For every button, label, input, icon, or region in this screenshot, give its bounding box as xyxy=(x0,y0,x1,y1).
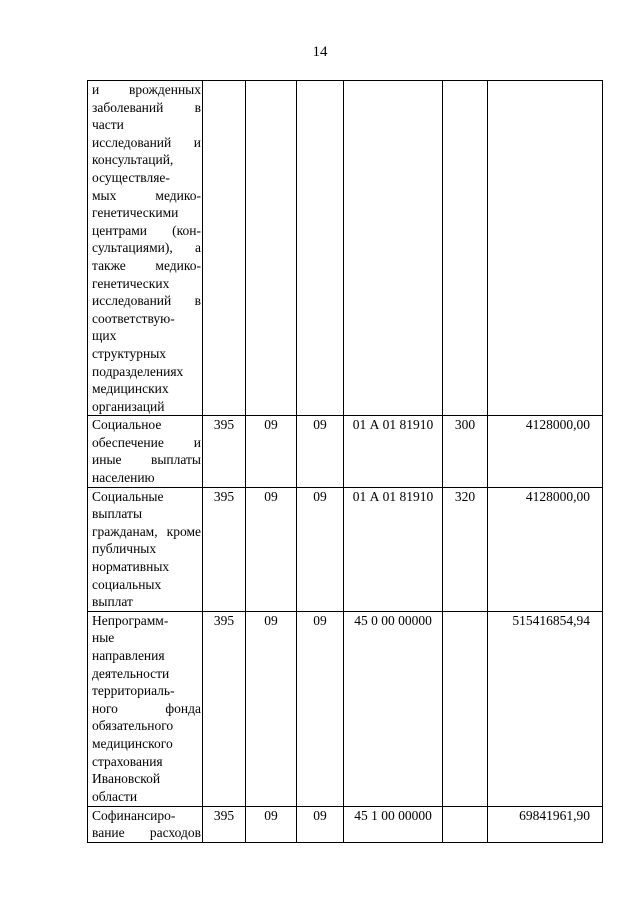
cell-name xyxy=(88,806,203,842)
name-line: нормативных xyxy=(92,559,170,575)
cell-section xyxy=(246,81,297,416)
cell-expense-type xyxy=(443,611,488,806)
cell-amount: 4128000,00 xyxy=(488,487,603,611)
table-row xyxy=(88,416,603,487)
cell-expense-type: 320 xyxy=(443,487,488,611)
name-line: страхования xyxy=(92,753,163,769)
cell-target-article: 01 А 01 81910 xyxy=(344,416,443,487)
name-line: публичных xyxy=(92,541,157,557)
cell-expense-type xyxy=(443,81,488,416)
name-line: гражданам, кроме xyxy=(92,523,201,539)
cell-amount: 69841961,90 xyxy=(488,806,603,842)
cell-expense-type xyxy=(443,806,488,842)
cell-amount: 4128000,00 xyxy=(488,416,603,487)
table-row xyxy=(88,81,603,416)
cell-name xyxy=(88,416,203,487)
cell-section: 09 xyxy=(246,416,297,487)
name-line: щих xyxy=(92,328,117,344)
name-line: организаций xyxy=(92,398,165,414)
table-row xyxy=(88,611,603,806)
table-row xyxy=(88,806,603,842)
cell-subsection xyxy=(297,81,344,416)
name-line: Ивановской xyxy=(92,771,161,787)
name-line: сультациями), а xyxy=(92,240,201,256)
cell-admin: 395 xyxy=(203,806,246,842)
cell-name xyxy=(88,81,203,416)
cell-admin xyxy=(203,81,246,416)
cell-expense-type: 300 xyxy=(443,416,488,487)
page-number: 14 xyxy=(312,44,328,60)
name-line: исследований и xyxy=(92,134,201,150)
cell-name xyxy=(88,611,203,806)
name-line: вание расходов xyxy=(92,825,201,841)
cell-admin: 395 xyxy=(203,611,246,806)
name-line: территориаль- xyxy=(92,683,175,699)
name-line: структурных xyxy=(92,345,167,361)
cell-section: 09 xyxy=(246,487,297,611)
name-line: соответствую- xyxy=(92,310,175,326)
name-line: выплаты xyxy=(92,506,143,522)
name-line: осуществляе- xyxy=(92,169,170,185)
name-line: центрами (кон- xyxy=(92,222,201,238)
name-line: заболеваний в xyxy=(92,99,201,115)
name-line: и врожденных xyxy=(92,82,201,97)
name-line: направления xyxy=(92,648,165,663)
cell-section: 09 xyxy=(246,611,297,806)
name-line: ные xyxy=(92,630,115,646)
name-line: части xyxy=(92,117,124,133)
name-line: Социальное xyxy=(92,417,162,433)
cell-name xyxy=(88,487,203,611)
cell-amount xyxy=(488,81,603,416)
name-line: мых медико- xyxy=(92,187,201,203)
table-row xyxy=(88,487,603,611)
name-line: деятельности xyxy=(92,665,170,681)
cell-subsection: 09 xyxy=(297,487,344,611)
name-line: области xyxy=(92,788,138,804)
name-line: обязательного xyxy=(92,718,174,734)
name-line: ного фонда xyxy=(92,700,201,716)
name-line: подразделениях xyxy=(92,363,184,379)
name-line: также медико- xyxy=(92,257,201,273)
cell-admin: 395 xyxy=(203,416,246,487)
cell-subsection: 09 xyxy=(297,806,344,842)
name-line: исследований в xyxy=(92,293,201,309)
name-line: медицинских xyxy=(92,381,169,397)
name-line: медицинского xyxy=(92,735,173,751)
cell-admin: 395 xyxy=(203,487,246,611)
name-line: Социальные xyxy=(92,488,164,504)
cell-target-article: 45 0 00 00000 xyxy=(344,611,443,806)
name-line: консультаций, xyxy=(92,152,174,168)
cell-target-article xyxy=(344,81,443,416)
cell-section: 09 xyxy=(246,806,297,842)
cell-subsection: 09 xyxy=(297,611,344,806)
name-line: Непрограмм- xyxy=(92,612,169,628)
name-line: населению xyxy=(92,470,155,486)
name-line: обеспечение и xyxy=(92,434,201,450)
cell-subsection: 09 xyxy=(297,416,344,487)
cell-target-article: 45 1 00 00000 xyxy=(344,806,443,842)
budget-table xyxy=(87,80,603,843)
cell-target-article: 01 А 01 81910 xyxy=(344,487,443,611)
name-line: генетических xyxy=(92,275,170,291)
name-line: социальных xyxy=(92,576,162,592)
name-line: выплат xyxy=(92,594,133,610)
name-line: Софинансиро- xyxy=(92,807,176,823)
name-line: генетическими xyxy=(92,205,179,221)
name-line: иные выплаты xyxy=(92,452,201,468)
cell-amount: 515416854,94 xyxy=(488,611,603,806)
